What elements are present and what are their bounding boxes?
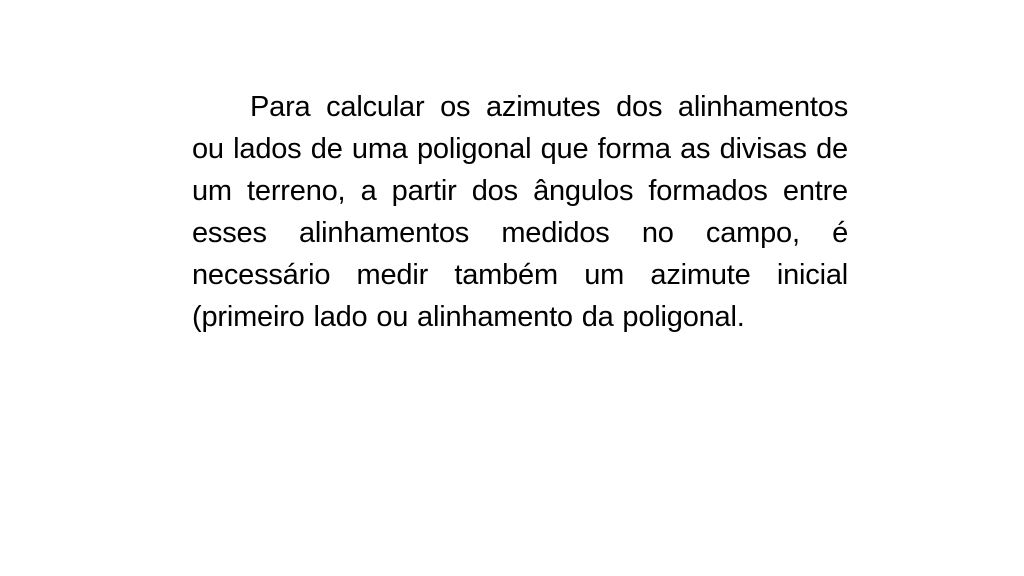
body-paragraph: Para calcular os azimutes dos alinhamentos ou lados de uma poligonal que forma as divisas de um terreno, a partir dos ângulos formados entre esses alinhamentos medidos no campo, é necessário medir também um azimute inicial (primeiro lado ou alinhamento da poligonal. bbox=[192, 91, 848, 333]
